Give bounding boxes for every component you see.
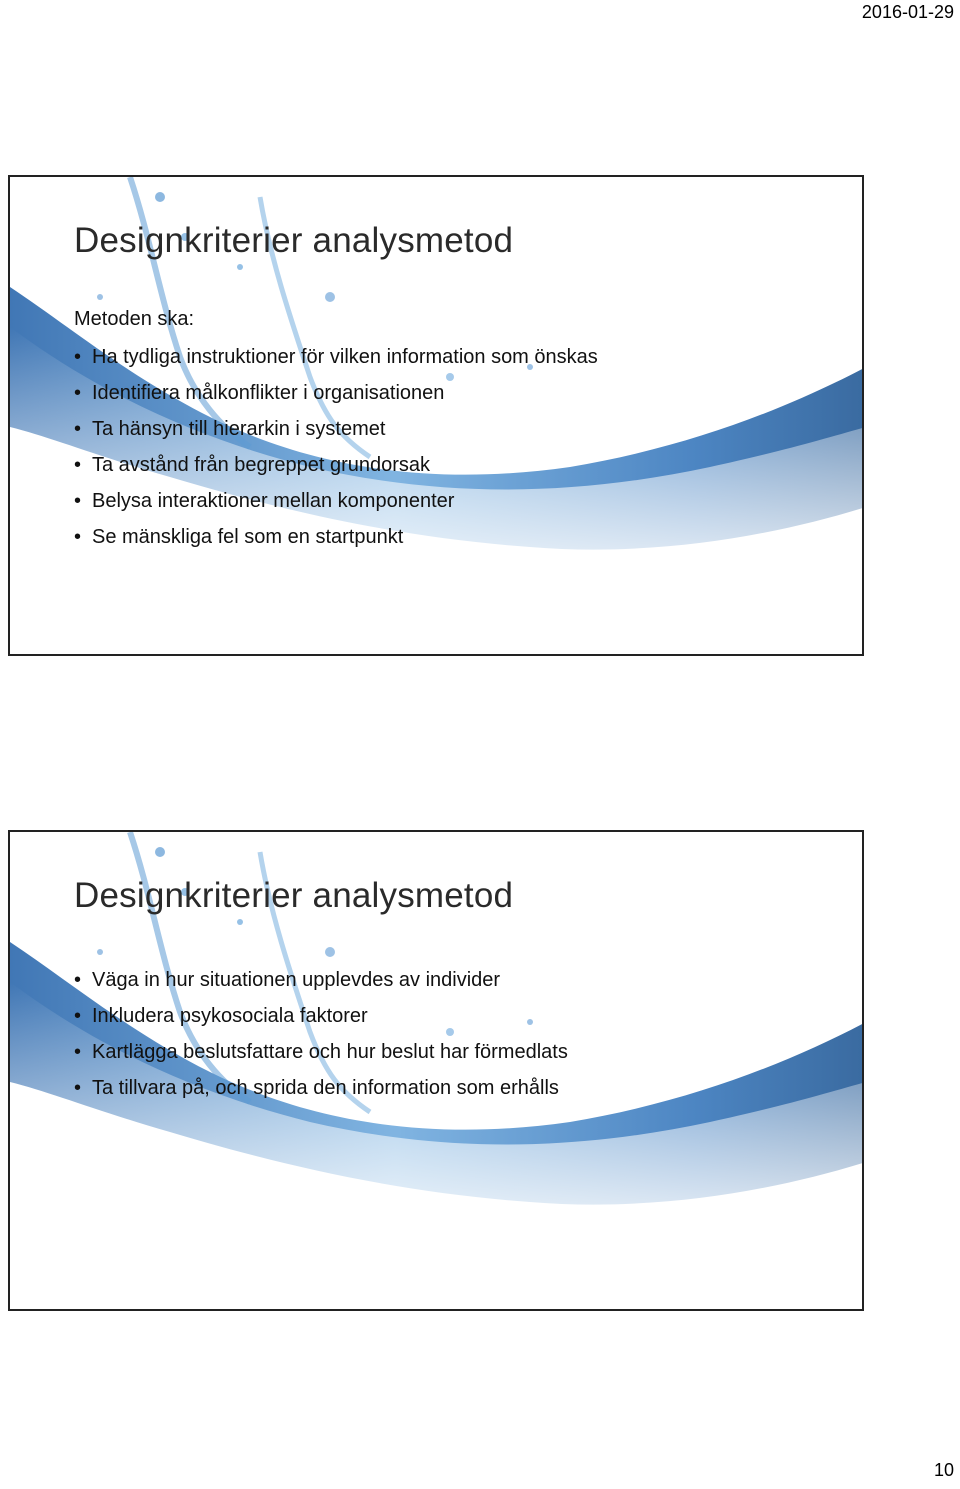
bullet-item: • Kartlägga beslutsfattare och hur beslut har förmedlats <box>74 1034 834 1070</box>
bullet-item: • Ta avstånd från begreppet grundorsak <box>74 447 834 483</box>
page-date: 2016-01-29 <box>861 2 954 22</box>
slide-2 <box>8 830 864 1311</box>
bullet-item: • Se mänskliga fel som en startpunkt <box>74 519 834 555</box>
bullet-item: • Identifiera målkonflikter i organisationen <box>74 375 834 411</box>
page-number: 10 <box>933 1460 954 1480</box>
slide-1-title: Designkriterier analysmetod <box>74 221 514 260</box>
slide-1-body <box>74 303 834 555</box>
slide-1-bullet-list <box>74 339 834 555</box>
bullet-item: • Ta tillvara på, och sprida den information som erhålls <box>74 1070 834 1106</box>
slide-2-title: Designkriterier analysmetod <box>74 876 514 915</box>
bullet-item: • Ha tydliga instruktioner för vilken information som önskas <box>74 339 834 375</box>
bullet-item: • Ta hänsyn till hierarkin i systemet <box>74 411 834 447</box>
bullet-item: • Väga in hur situationen upplevdes av individer <box>74 962 834 998</box>
slide-2-body <box>74 962 834 1106</box>
bullet-item: • Belysa interaktioner mellan komponenter <box>74 483 834 519</box>
bullet-item: • Inkludera psykosociala faktorer <box>74 998 834 1034</box>
slide-1-intro: Metoden ska: <box>74 308 195 330</box>
slide-1 <box>8 175 864 656</box>
slide-2-bullet-list <box>74 962 834 1106</box>
